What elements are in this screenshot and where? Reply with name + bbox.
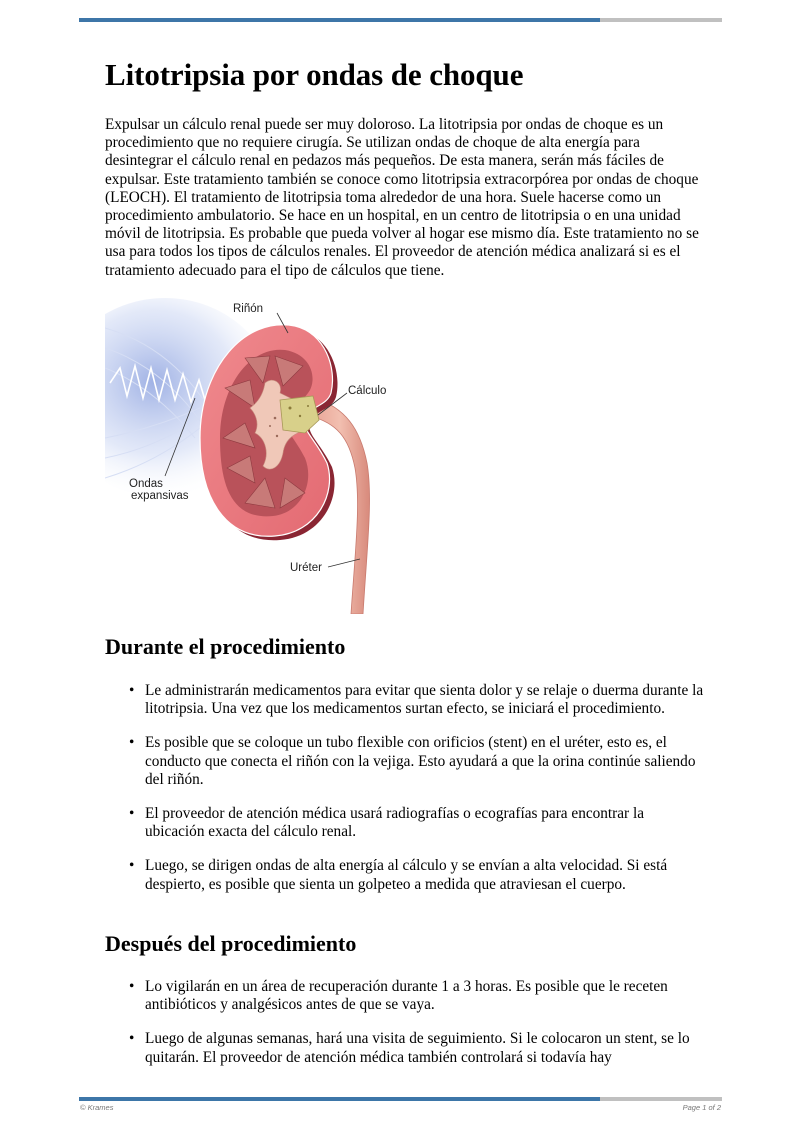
bullet-icon: • [129, 734, 135, 752]
list-item-text: Luego de algunas semanas, hará una visita de seguimiento. Si le colocaron un stent, se lo quitarán. El proveedor de atención médica también controlará si todavía hay [145, 1030, 690, 1066]
label-waves-line2: expansivas [131, 490, 189, 502]
kidney-illustration [105, 288, 395, 614]
section-heading-after: Después del procedimiento [105, 931, 357, 956]
intro-paragraph: Expulsar un cálculo renal puede ser muy doloroso. La litotripsia por ondas de choque es un procedimiento que no requiere cirugía. Se utilizan ondas de choque de alta energía para desintegrar el cálculo renal en pedazos más pequeños. De esta manera, serán más fáciles de expulsar. Este tratamiento también se conoce como litotripsia extracorpórea por ondas de choque (LEOCH). El tratamiento de litotripsia toma alrededor de una hora. Suele hacerse como un procedimiento ambulatorio. Se hace en un hospital, en un centro de litotripsia o en una unidad móvil de litotripsia. Es probable que pueda volver al hogar ese mismo día. Este tratamiento no se usa para todos los tipos de cálculos renales. El proveedor de atención médica analizará si es el tratamiento adecuado para el tipo de cálculos que tiene. [105, 116, 699, 279]
list-item-text: Lo vigilarán en un área de recuperación durante 1 a 3 horas. Es posible que le receten antibióticos y analgésicos antes de que se vaya. [145, 978, 668, 1014]
after-list [105, 978, 705, 1083]
header-progress-bar [79, 18, 722, 22]
footer-page-number: Page 1 of 2 [682, 1103, 721, 1112]
list-item-text: El proveedor de atención médica usará radiografías o ecografías para encontrar la ubicación exacta del cálculo renal. [145, 805, 645, 841]
bullet-icon: • [129, 805, 135, 823]
list-item-text: Es posible que se coloque un tubo flexible con orificios (stent) en el uréter, esto es, el conducto que conecta el riñón con la vejiga. Esto ayudará a que la orina continúe saliendo del riñón. [145, 734, 696, 788]
list-item-text: Luego, se dirigen ondas de alta energía al cálculo y se envían a alta velocidad. Si está despierto, es posible que sienta un golpeteo a medida que atraviesan el cuerpo. [145, 857, 668, 893]
label-kidney: Riñón [233, 303, 264, 315]
list-item [105, 682, 705, 718]
list-item [105, 805, 705, 841]
footer-copyright: © Krames [80, 1103, 114, 1112]
section-heading-during: Durante el procedimiento [105, 634, 346, 659]
list-item [105, 857, 705, 893]
bullet-icon: • [129, 857, 135, 875]
header-progress-fill [79, 18, 600, 22]
bullet-icon: • [129, 1030, 135, 1048]
list-item [105, 978, 705, 1014]
footer-progress-bar [79, 1097, 722, 1101]
list-item [105, 734, 705, 789]
bullet-icon: • [129, 978, 135, 995]
bullet-icon: • [129, 682, 135, 699]
label-waves-line1: Ondas [129, 478, 163, 490]
during-list [105, 682, 705, 910]
label-ureter: Uréter [290, 562, 322, 574]
label-stone: Cálculo [348, 385, 387, 397]
footer-progress-fill [79, 1097, 600, 1101]
list-item [105, 1030, 705, 1066]
list-item-text: Le administrarán medicamentos para evitar que sienta dolor y se relaje o duerma durante la litotripsia. Una vez que los medicamentos surtan efecto, se iniciará el procedimiento. [145, 682, 704, 718]
page-title: Litotripsia por ondas de choque [105, 57, 524, 92]
